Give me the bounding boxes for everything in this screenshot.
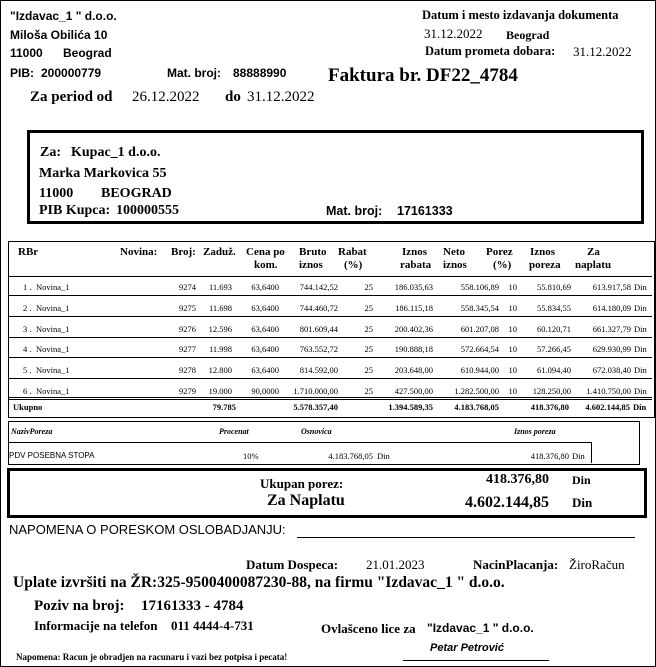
cell-za-naplatu: 1.410.750,00 [586, 386, 631, 396]
total-currency: Din [633, 402, 647, 412]
tax-row-procenat: 10% [243, 451, 259, 461]
cell-cena: 63,6400 [251, 324, 279, 334]
summary-pay-currency: Din [572, 495, 593, 510]
cell-porez: 10 [508, 386, 517, 396]
cell-za-naplatu: 672.038,40 [592, 365, 631, 375]
cell-currency: Din [634, 282, 647, 292]
col-rabat-header-1: Rabat [338, 246, 367, 258]
cell-rabat: 25 [364, 303, 373, 313]
issue-date: 31.12.2022 [424, 26, 483, 41]
footer-disclaimer: Napomena: Racun je obradjen na racunaru i vazi bez potpisa i pecata! [16, 652, 288, 662]
seller-pib-label: PIB: [10, 66, 34, 80]
seller-name: "Izdavac_1 " d.o.o. [10, 9, 117, 23]
col-novina-header: Novina: [120, 246, 158, 258]
cell-iznos-poreza: 55.834,55 [537, 303, 571, 313]
total-iznos-rabata: 1.394.589,35 [388, 402, 433, 412]
buyer-pib: 100000555 [116, 203, 179, 218]
reference-label: Poziv na broj: [34, 598, 125, 614]
reference-value: 17161333 - 4784 [141, 598, 244, 614]
cell-currency: Din [634, 303, 647, 313]
cell-rabat: 25 [364, 324, 373, 334]
row-divider [9, 378, 652, 379]
cell-rbr: 4 . [23, 344, 32, 354]
cell-iznos-rabata: 203.648,00 [394, 365, 433, 375]
cell-rabat: 25 [364, 282, 373, 292]
buyer-name: Kupac_1 d.o.o. [71, 145, 161, 160]
buyer-street: Marka Markovica 55 [39, 166, 167, 181]
tax-col-osnovica: Osnovica [301, 427, 332, 436]
total-label: Ukupno [13, 402, 43, 412]
buyer-city: BEOGRAD [101, 186, 172, 201]
tax-header-divider [9, 442, 592, 443]
cell-za-naplatu: 661.327,79 [592, 324, 631, 334]
cell-cena: 90,0000 [251, 386, 279, 396]
cell-bruto: 763.552,72 [299, 344, 338, 354]
cell-currency: Din [634, 324, 647, 334]
cell-currency: Din [634, 365, 647, 375]
cell-neto: 572.664,54 [460, 344, 499, 354]
row-divider [9, 399, 652, 400]
seller-postal: 11000 [10, 46, 43, 60]
cell-neto: 601.207,08 [460, 324, 499, 334]
cell-zaduz: 11.698 [208, 303, 232, 313]
issue-title: Datum i mesto izdavanja dokumenta [422, 8, 619, 22]
cell-broj: 9279 [179, 386, 196, 396]
col-rabat-header-2: (%) [344, 259, 363, 271]
seller-street: Miloša Obilića 10 [10, 28, 108, 42]
cell-bruto: 1.710.000,00 [293, 386, 338, 396]
cell-iznos-poreza: 61.094,40 [537, 365, 571, 375]
col-za-naplatu-header-1: Za [587, 246, 600, 258]
auth-company: "Izdavac_1 " d.o.o. [427, 621, 534, 635]
cell-rbr: 5 . [23, 365, 32, 375]
period-to: 31.12.2022 [247, 89, 315, 105]
tax-row-osnovica: 4.183.768,05 [328, 451, 373, 461]
delivery-label: Datum prometa dobara: [425, 44, 556, 58]
cell-porez: 10 [508, 365, 517, 375]
col-cena-header-2: kom. [254, 259, 278, 271]
tax-col-procenat: Procenat [219, 427, 249, 436]
cell-novina: Novina_1 [36, 344, 70, 354]
cell-neto: 1.282.500,00 [454, 386, 499, 396]
cell-cena: 63,6400 [251, 282, 279, 292]
signature-line [403, 660, 549, 661]
cell-novina: Novina_1 [36, 386, 70, 396]
cell-iznos-poreza: 60.120,71 [537, 324, 571, 334]
summary-tax-currency: Din [572, 473, 591, 487]
cell-novina: Novina_1 [36, 365, 70, 375]
cell-rabat: 25 [364, 386, 373, 396]
cell-broj: 9277 [179, 344, 196, 354]
cell-rabat: 25 [364, 344, 373, 354]
period-to-label: do [225, 89, 241, 105]
cell-za-naplatu: 629.930,99 [592, 344, 631, 354]
buyer-to-label: Za: [40, 145, 61, 160]
tax-col-iznos: Iznos poreza [514, 427, 556, 436]
cell-rabat: 25 [364, 365, 373, 375]
total-iznos-poreza: 418.376,80 [530, 402, 569, 412]
cell-rbr: 3 . [23, 324, 32, 334]
cell-neto: 558.345,54 [460, 303, 499, 313]
cell-cena: 63,6400 [251, 303, 279, 313]
due-date: 21.01.2023 [366, 557, 425, 572]
total-zaduz: 79.785 [212, 402, 236, 412]
auth-label: Ovlašceno lice za [321, 621, 416, 636]
delivery-date: 31.12.2022 [573, 44, 632, 59]
buyer-mb: 17161333 [397, 204, 453, 218]
total-za-naplatu: 4.602.144,85 [585, 402, 630, 412]
due-label: Datum Dospeca: [246, 557, 339, 572]
seller-mb-label: Mat. broj: [167, 66, 221, 80]
cell-currency: Din [634, 344, 647, 354]
summary-pay-value: 4.602.144,85 [465, 494, 549, 511]
tax-col-divider [591, 442, 592, 463]
cell-bruto: 744.460,72 [299, 303, 338, 313]
invoice-title: Faktura br. DF22_4784 [328, 65, 518, 86]
signatory-name: Petar Petrović [430, 642, 504, 654]
seller-pib: 200000779 [41, 66, 102, 80]
cell-bruto: 814.592,00 [299, 365, 338, 375]
cell-iznos-rabata: 190.888,18 [394, 344, 433, 354]
cell-rbr: 6 . [23, 386, 32, 396]
cell-novina: Novina_1 [36, 282, 70, 292]
col-zaduz-header: Zaduž. [203, 246, 236, 258]
col-za-naplatu-header-2: naplatu [575, 259, 612, 271]
cell-rbr: 2 . [23, 303, 32, 313]
seller-city: Beograd [63, 46, 112, 60]
tax-row-currency-1: Din [377, 451, 390, 461]
tax-row-naziv: PDV POSEBNA STOPA [9, 451, 95, 460]
cell-neto: 610.944,00 [460, 365, 499, 375]
cell-broj: 9278 [179, 365, 196, 375]
cell-porez: 10 [508, 324, 517, 334]
method-value: ŽiroRačun [569, 557, 625, 572]
col-neto-header-2: iznos [443, 259, 467, 271]
cell-zaduz: 12.596 [208, 324, 232, 334]
cell-zaduz: 12.800 [208, 365, 232, 375]
payment-instruction: Uplate izvršiti na ŽR:325-9500400087230-88, na firmu "Izdavac_1 " d.o.o. [13, 574, 505, 591]
cell-neto: 558.106,89 [460, 282, 499, 292]
phone-label: Informacije na telefon [34, 618, 158, 633]
cell-zaduz: 11.693 [208, 282, 232, 292]
summary-tax-value: 418.376,80 [486, 472, 549, 487]
col-iznos-rabata-header-1: Iznos [402, 246, 428, 258]
col-broj-header: Broj: [171, 246, 196, 258]
cell-za-naplatu: 613.917,58 [592, 282, 631, 292]
row-divider [9, 295, 652, 296]
total-neto: 4.183.768,05 [454, 402, 499, 412]
col-porez-header-1: Porez [486, 246, 513, 258]
col-bruto-header-2: iznos [299, 259, 323, 271]
cell-porez: 10 [508, 282, 517, 292]
method-label: NacinPlacanja: [473, 557, 559, 572]
cell-novina: Novina_1 [36, 324, 70, 334]
phone-value: 011 4444-4-731 [171, 618, 254, 633]
period-from: 26.12.2022 [132, 89, 200, 105]
cell-iznos-poreza: 57.266,45 [537, 344, 571, 354]
cell-iznos-poreza: 55.810,69 [537, 282, 571, 292]
cell-broj: 9276 [179, 324, 196, 334]
col-iznos-poreza-header-1: Iznos [530, 246, 556, 258]
col-rbr-header: RBr [18, 246, 39, 258]
tax-row-currency-2: Din [572, 451, 585, 461]
header-divider [9, 276, 652, 277]
cell-bruto: 801.609,44 [299, 324, 338, 334]
note-line [297, 537, 635, 538]
row-divider [9, 316, 652, 317]
cell-currency: Din [634, 386, 647, 396]
cell-za-naplatu: 614.180,09 [592, 303, 631, 313]
cell-iznos-poreza: 128.250,00 [532, 386, 571, 396]
cell-porez: 10 [508, 303, 517, 313]
buyer-mb-label: Mat. broj: [326, 204, 383, 218]
col-neto-header-1: Neto [443, 246, 465, 258]
cell-porez: 10 [508, 344, 517, 354]
cell-cena: 63,6400 [251, 365, 279, 375]
cell-rbr: 1 . [23, 282, 32, 292]
period-from-label: Za period od [30, 89, 113, 105]
cell-bruto: 744.142,52 [299, 282, 338, 292]
cell-iznos-rabata: 200.402,36 [394, 324, 433, 334]
summary-tax-label: Ukupan porez: [260, 476, 344, 491]
tax-col-naziv: NazivPoreza [11, 427, 53, 436]
row-divider [9, 337, 652, 338]
cell-iznos-rabata: 427.500,00 [394, 386, 433, 396]
summary-pay-label: Za Naplatu [267, 492, 345, 509]
cell-broj: 9275 [179, 303, 196, 313]
tax-row-iznos: 418.376,80 [530, 451, 569, 461]
col-bruto-header-1: Bruto [299, 246, 327, 258]
cell-iznos-rabata: 186.115,18 [395, 303, 433, 313]
col-porez-header-2: (%) [493, 259, 512, 271]
col-iznos-poreza-header-2: poreza [529, 259, 561, 271]
cell-cena: 63,6400 [251, 344, 279, 354]
row-divider [9, 357, 652, 358]
seller-mb: 88888990 [233, 66, 287, 80]
buyer-postal: 11000 [39, 186, 74, 201]
cell-novina: Novina_1 [36, 303, 70, 313]
cell-zaduz: 19.000 [208, 386, 232, 396]
col-cena-header-1: Cena po [246, 246, 285, 258]
issue-place: Beograd [506, 28, 550, 42]
buyer-pib-label: PIB Kupca: [39, 203, 111, 218]
cell-zaduz: 11.998 [208, 344, 232, 354]
col-iznos-rabata-header-2: rabata [400, 259, 432, 271]
cell-iznos-rabata: 186.035,63 [394, 282, 433, 292]
total-bruto: 5.578.357,40 [293, 402, 338, 412]
total-divider [9, 397, 652, 398]
cell-broj: 9274 [179, 282, 196, 292]
note-label: NAPOMENA O PORESKOM OSLOBADJANJU: [9, 522, 286, 537]
